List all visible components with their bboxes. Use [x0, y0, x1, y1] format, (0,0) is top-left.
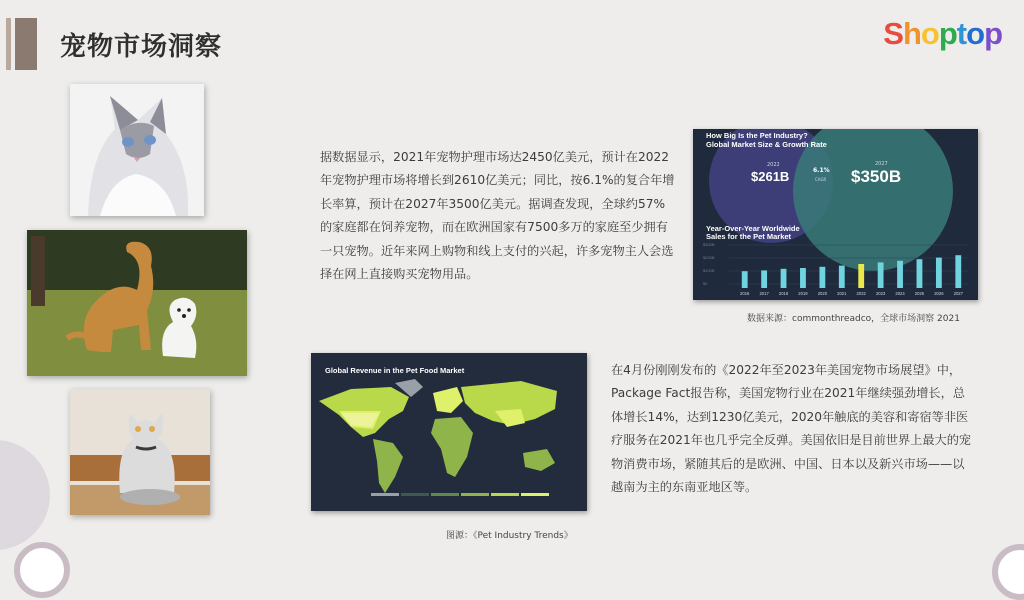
bar-2019 [800, 268, 806, 288]
title-accent-bar-dark [15, 18, 37, 70]
map-source-caption: 图源：《Pet Industry Trends》 [446, 531, 573, 541]
decorative-ring-right [992, 544, 1024, 600]
bar-chart-y-tick: $0 [703, 281, 708, 286]
bar-label-2016: 2016 [740, 291, 750, 296]
decorative-circle [0, 440, 50, 550]
page-title: 宠物市场洞察 [60, 32, 223, 62]
bar-2018 [781, 269, 787, 288]
kitten-photo [70, 389, 210, 515]
map-legend-swatch [491, 493, 519, 496]
bar-2022 [858, 264, 864, 288]
map-legend-swatch [401, 493, 429, 496]
shoptop-logo [883, 16, 1002, 52]
bar-2026 [936, 258, 942, 288]
bar-label-2017: 2017 [759, 291, 769, 296]
growth-rate-label: 6.1% [813, 167, 830, 174]
map-legend-swatch [431, 493, 459, 496]
yearly-sales-bar-chart [693, 240, 978, 300]
bar-label-2018: 2018 [778, 291, 789, 296]
info1-heading-4: Sales for the Pet Market [706, 232, 792, 241]
bar-2017 [761, 270, 767, 288]
bar-label-2026: 2026 [934, 291, 944, 296]
pet-industry-size-infographic [693, 129, 978, 300]
map-legend-swatch [461, 493, 489, 496]
map-legend-swatch [521, 493, 549, 496]
info1-heading-3: Year-Over-Year Worldwide [706, 224, 800, 233]
bar-label-2022: 2022 [856, 291, 866, 296]
us-pet-market-paragraph: 在4月份刚刚发布的《2022年至2023年美国宠物市场展望》中，Package Fact报告称，美国宠物行业在2021年继续强劲增长，总体增长14%，达到1230亿美元，2020年触底的美容和寄宿等非医疗服务在2021年也几乎完全反弹。美国依旧是目前世界上最大的宠物消费市场，紧随其后的是欧洲、中国、日本以及新兴市场——以越南为主的东南亚地区等。 [611, 363, 972, 495]
info1-heading-1: How Big Is the Pet Industry? [706, 131, 808, 140]
title-accent-bar-light [6, 18, 11, 70]
logo-letter: S [883, 16, 903, 51]
bar-label-2020: 2020 [817, 291, 828, 296]
world-map [311, 353, 587, 511]
logo-letter: t [956, 16, 967, 51]
bar-chart-y-tick: $200B [703, 255, 715, 260]
map-legend-swatch [371, 493, 399, 496]
bar-label-2027: 2027 [953, 291, 963, 296]
info1-heading-2: Global Market Size & Growth Rate [706, 140, 827, 149]
bar-2023 [878, 262, 884, 288]
bar-2027 [955, 255, 961, 288]
cat-photo [70, 84, 204, 216]
logo-letter: h [902, 16, 921, 51]
right-year-label: 2027 [875, 161, 888, 167]
info2-heading: Global Revenue in the Pet Food Market [325, 366, 465, 375]
bar-chart-y-tick: $300B [703, 242, 715, 247]
pet-market-stats-paragraph: 据数据显示，2021年宠物护理市场达2450亿美元，预计在2022年宠物护理市场将增长到2610亿美元；同比，按6.1%的复合年增长率算，预计在2027年3500亿美元。据调查发现，全球约57%的家庭都在饲养宠物，而在欧洲国家有7500多万的家庭至少拥有一只宠物。近年来网上购物和线上支付的兴起，许多宠物主人会选择在网上直接购买宠物用品。 [320, 150, 675, 282]
bar-label-2024: 2024 [895, 291, 905, 296]
left-value-label: $261B [751, 169, 790, 184]
bar-2024 [897, 261, 903, 288]
logo-letter: p [938, 16, 957, 51]
bar-2025 [917, 259, 923, 288]
left-year-label: 2022 [767, 162, 780, 168]
right-value-label: $350B [851, 167, 902, 186]
bar-label-2019: 2019 [798, 291, 808, 296]
growth-rate-sub: CAGR [815, 177, 827, 182]
bar-label-2023: 2023 [875, 291, 886, 296]
bar-label-2025: 2025 [914, 291, 925, 296]
pet-food-revenue-map [311, 353, 587, 511]
bar-2020 [819, 267, 825, 288]
bar-2021 [839, 266, 845, 288]
logo-letter: o [966, 16, 985, 51]
bar-2016 [742, 271, 748, 288]
bar-chart-y-tick: $100B [703, 268, 715, 273]
infographic1-source-caption: 数据来源：commonthreadco，全球市场洞察 2021 [747, 314, 960, 324]
decorative-ring-left [14, 542, 70, 598]
logo-letter: o [920, 16, 939, 51]
logo-letter: p [984, 16, 1002, 51]
bar-label-2021: 2021 [837, 291, 847, 296]
dogs-photo [27, 230, 247, 376]
